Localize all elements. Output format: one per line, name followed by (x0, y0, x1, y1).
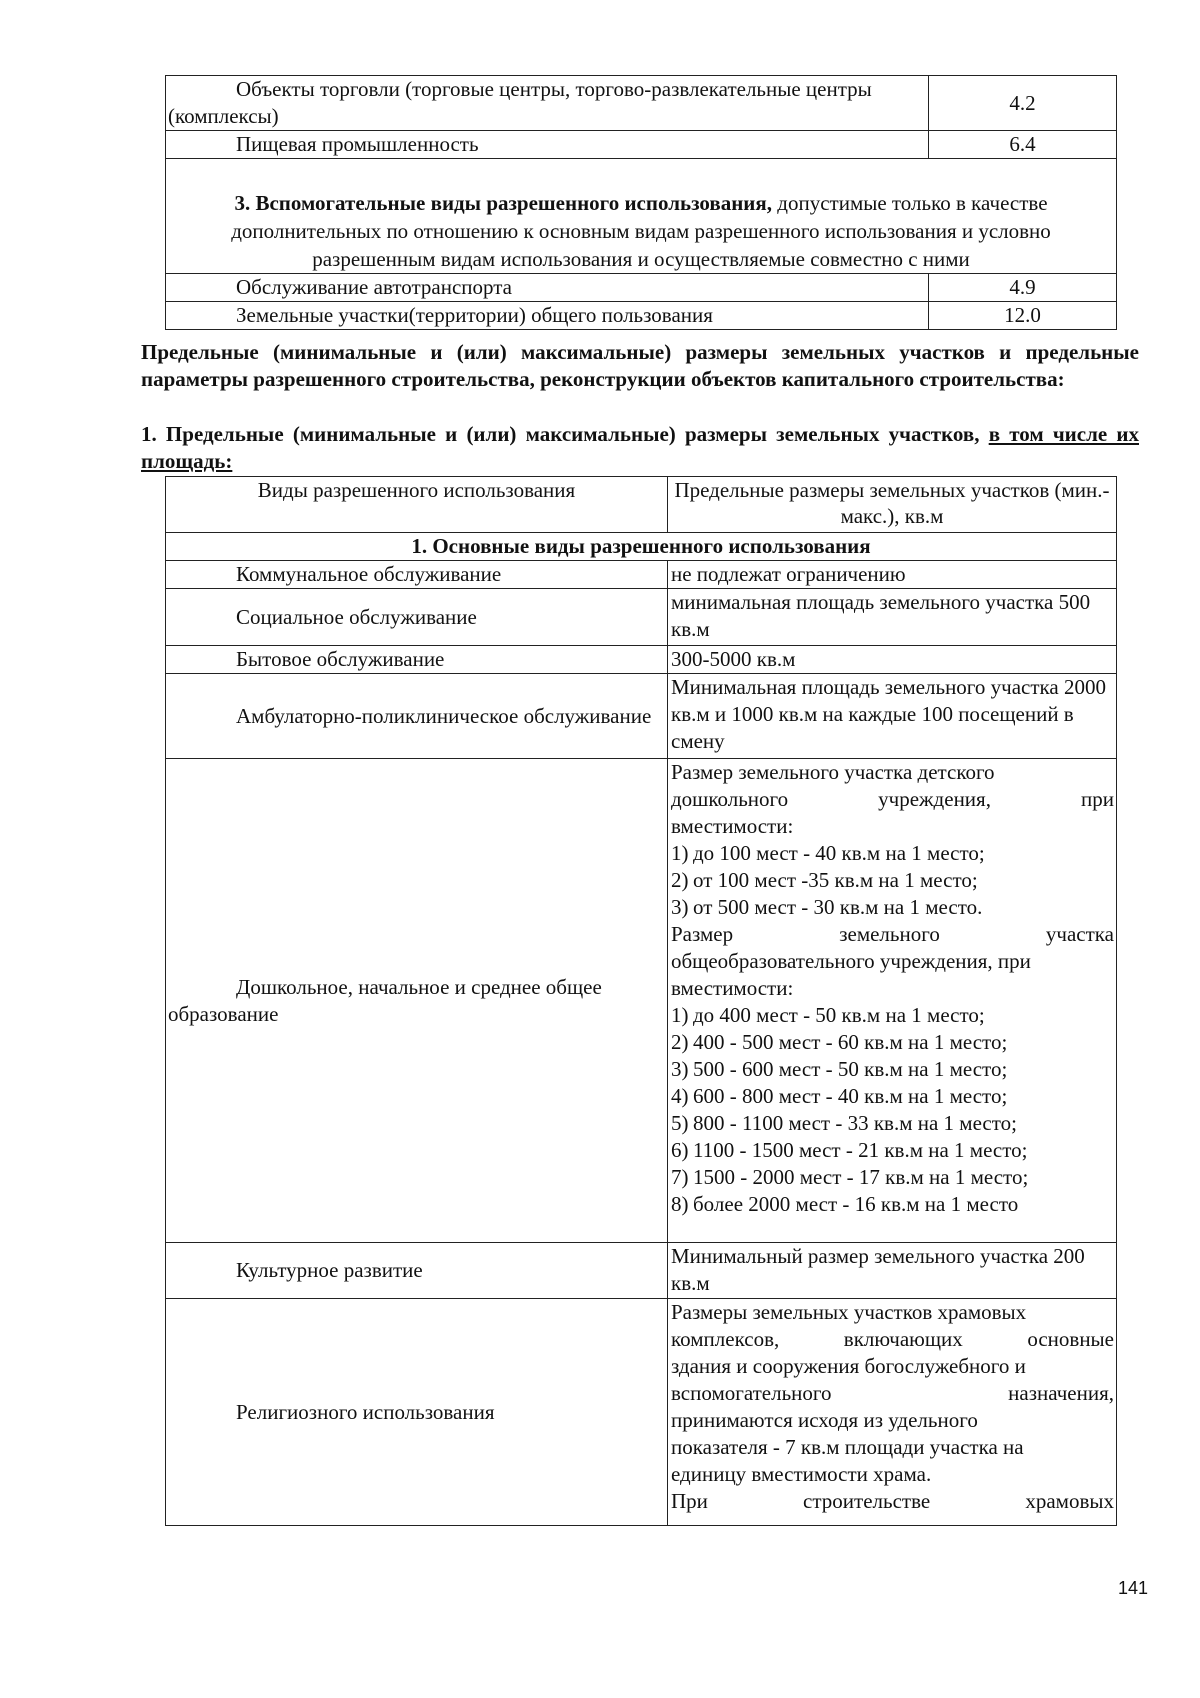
list-item-text: до 100 мест - 40 кв.м на 1 место; (693, 841, 985, 865)
list-item-number: 6) (671, 1138, 689, 1162)
list-item (671, 1029, 1114, 1056)
school-list (671, 1002, 1114, 1218)
list-item-text: 800 - 1100 мест - 33 кв.м на 1 место; (693, 1111, 1017, 1135)
use-name-cell: Обслуживание автотранспорта (166, 274, 929, 302)
list-item (671, 894, 1114, 921)
use-name-cell: Объекты торговли (торговые центры, торгово-развлекательные центры (комплексы) (166, 76, 929, 131)
list-item-number: 5) (671, 1111, 689, 1135)
limit-cell: не подлежат ограничению (668, 561, 1117, 589)
list-item-number: 1) (671, 841, 689, 865)
religion-limit-line: вспомогательного назначения, (671, 1381, 1114, 1405)
table-row (166, 1299, 1117, 1526)
list-item-number: 2) (671, 1030, 689, 1054)
table-row (166, 76, 1117, 131)
section-row (166, 159, 1117, 274)
table-row (166, 302, 1117, 330)
table-row (166, 1243, 1117, 1299)
list-item (671, 1137, 1114, 1164)
list-item (671, 1164, 1114, 1191)
use-name-cell: Пищевая промышленность (166, 131, 929, 159)
use-cell: Социальное обслуживание (166, 589, 668, 646)
list-item-number: 3) (671, 895, 689, 919)
list-item (671, 1056, 1114, 1083)
list-item-text: более 2000 мест - 16 кв.м на 1 место (693, 1192, 1019, 1216)
list-item-number: 8) (671, 1192, 689, 1216)
list-item (671, 1002, 1114, 1029)
table-row (166, 674, 1117, 759)
list-item (671, 840, 1114, 867)
religion-limit-line: Размеры земельных участков храмовых (671, 1300, 1027, 1324)
use-cell: Культурное развитие (166, 1243, 668, 1299)
section-3-title (166, 159, 1117, 274)
use-cell: Религиозного использования (166, 1299, 668, 1526)
section-3-bold: 3. Вспомогательные виды разрешенного использования, (234, 191, 773, 215)
use-code-cell: 6.4 (929, 131, 1117, 159)
preschool-intro-line: Размер земельного участка детского (671, 760, 995, 784)
religion-limit-line: показателя - 7 кв.м площади участка на (671, 1435, 1024, 1459)
column-header-limit: Предельные размеры земельных участков (мин.-макс.), кв.м (668, 477, 1117, 533)
list-item-number: 1) (671, 1003, 689, 1027)
use-cell: Амбулаторно-поликлиническое обслуживание (166, 674, 668, 759)
list-item-text: 1100 - 1500 мест - 21 кв.м на 1 место; (693, 1138, 1028, 1162)
limit-cell: минимальная площадь земельного участка 500 кв.м (668, 589, 1117, 646)
use-code-cell: 4.9 (929, 274, 1117, 302)
list-item-text: от 100 мест -35 кв.м на 1 место; (693, 868, 978, 892)
religion-limit-line: здания и сооружения богослужебного и (671, 1354, 1026, 1378)
limits-heading: Предельные (минимальные и (или) максимальные) размеры земельных участков и предельные параметры разрешенного строительства, реконструкции объектов капитального строительства: (141, 340, 1139, 391)
list-item-text: 600 - 800 мест - 40 кв.м на 1 место; (693, 1084, 1008, 1108)
list-item-number: 4) (671, 1084, 689, 1108)
plot-size-limits-table (165, 476, 1117, 1526)
use-code-cell: 4.2 (929, 76, 1117, 131)
preschool-list (671, 840, 1114, 921)
header-row (166, 477, 1117, 533)
table-row (166, 131, 1117, 159)
list-item-text: до 400 мест - 50 кв.м на 1 место; (693, 1003, 985, 1027)
school-intro-line: вместимости: (671, 976, 794, 1000)
limit-cell (668, 1299, 1117, 1526)
list-item (671, 1110, 1114, 1137)
list-item-number: 2) (671, 868, 689, 892)
use-cell: Коммунальное обслуживание (166, 561, 668, 589)
limit-cell: Минимальная площадь земельного участка 2000 кв.м и 1000 кв.м на каждые 100 посещений в смену (668, 674, 1117, 759)
list-item (671, 1083, 1114, 1110)
column-header-use: Виды разрешенного использования (166, 477, 668, 533)
table-row (166, 561, 1117, 589)
table-row (166, 589, 1117, 646)
religion-limit-line: принимаются исходя из удельного (671, 1408, 978, 1432)
list-item-text: от 500 мест - 30 кв.м на 1 место. (693, 895, 983, 919)
section-1-title: 1. Основные виды разрешенного использования (166, 533, 1117, 561)
permitted-uses-table (165, 75, 1117, 330)
limit-cell: 300-5000 кв.м (668, 646, 1117, 674)
use-cell: Дошкольное, начальное и среднее общее образование (166, 759, 668, 1243)
use-cell: Бытовое обслуживание (166, 646, 668, 674)
table-row (166, 274, 1117, 302)
list-item-text: 1500 - 2000 мест - 17 кв.м на 1 место; (693, 1165, 1029, 1189)
section-3-text: допустимые только в качестве дополнительных по отношению к основным видам разрешенного использования и условно разрешенным видам использования и осуществляемые совместно с ними (231, 191, 1051, 271)
area-limits-heading (141, 421, 1139, 475)
table-row (166, 646, 1117, 674)
table-row (166, 759, 1117, 1243)
list-item (671, 867, 1114, 894)
limit-cell (668, 759, 1117, 1243)
religion-limit-line: комплексов, включающих основные (671, 1327, 1114, 1351)
list-item-number: 3) (671, 1057, 689, 1081)
area-heading-text: 1. Предельные (минимальные и (или) максимальные) размеры земельных участков, (141, 422, 989, 446)
list-item-text: 400 - 500 мест - 60 кв.м на 1 место; (693, 1030, 1008, 1054)
preschool-intro-line: дошкольного учреждения, при (671, 787, 1114, 811)
school-intro-line: общеобразовательного учреждения, при (671, 949, 1031, 973)
limit-cell: Минимальный размер земельного участка 200 кв.м (668, 1243, 1117, 1299)
area-heading-underlined: в том числе их площадь: (141, 422, 1139, 473)
list-item (671, 1191, 1114, 1218)
list-item-number: 7) (671, 1165, 689, 1189)
school-intro-line: Размер земельного участка (671, 922, 1114, 946)
section-row (166, 533, 1117, 561)
use-name-cell: Земельные участки(территории) общего пользования (166, 302, 929, 330)
page-number: 141 (1118, 1578, 1149, 1598)
preschool-intro-line: вместимости: (671, 814, 794, 838)
use-code-cell: 12.0 (929, 302, 1117, 330)
list-item-text: 500 - 600 мест - 50 кв.м на 1 место; (693, 1057, 1008, 1081)
religion-limit-line: При строительстве храмовых (671, 1489, 1114, 1513)
religion-limit-line: единицу вместимости храма. (671, 1462, 932, 1486)
